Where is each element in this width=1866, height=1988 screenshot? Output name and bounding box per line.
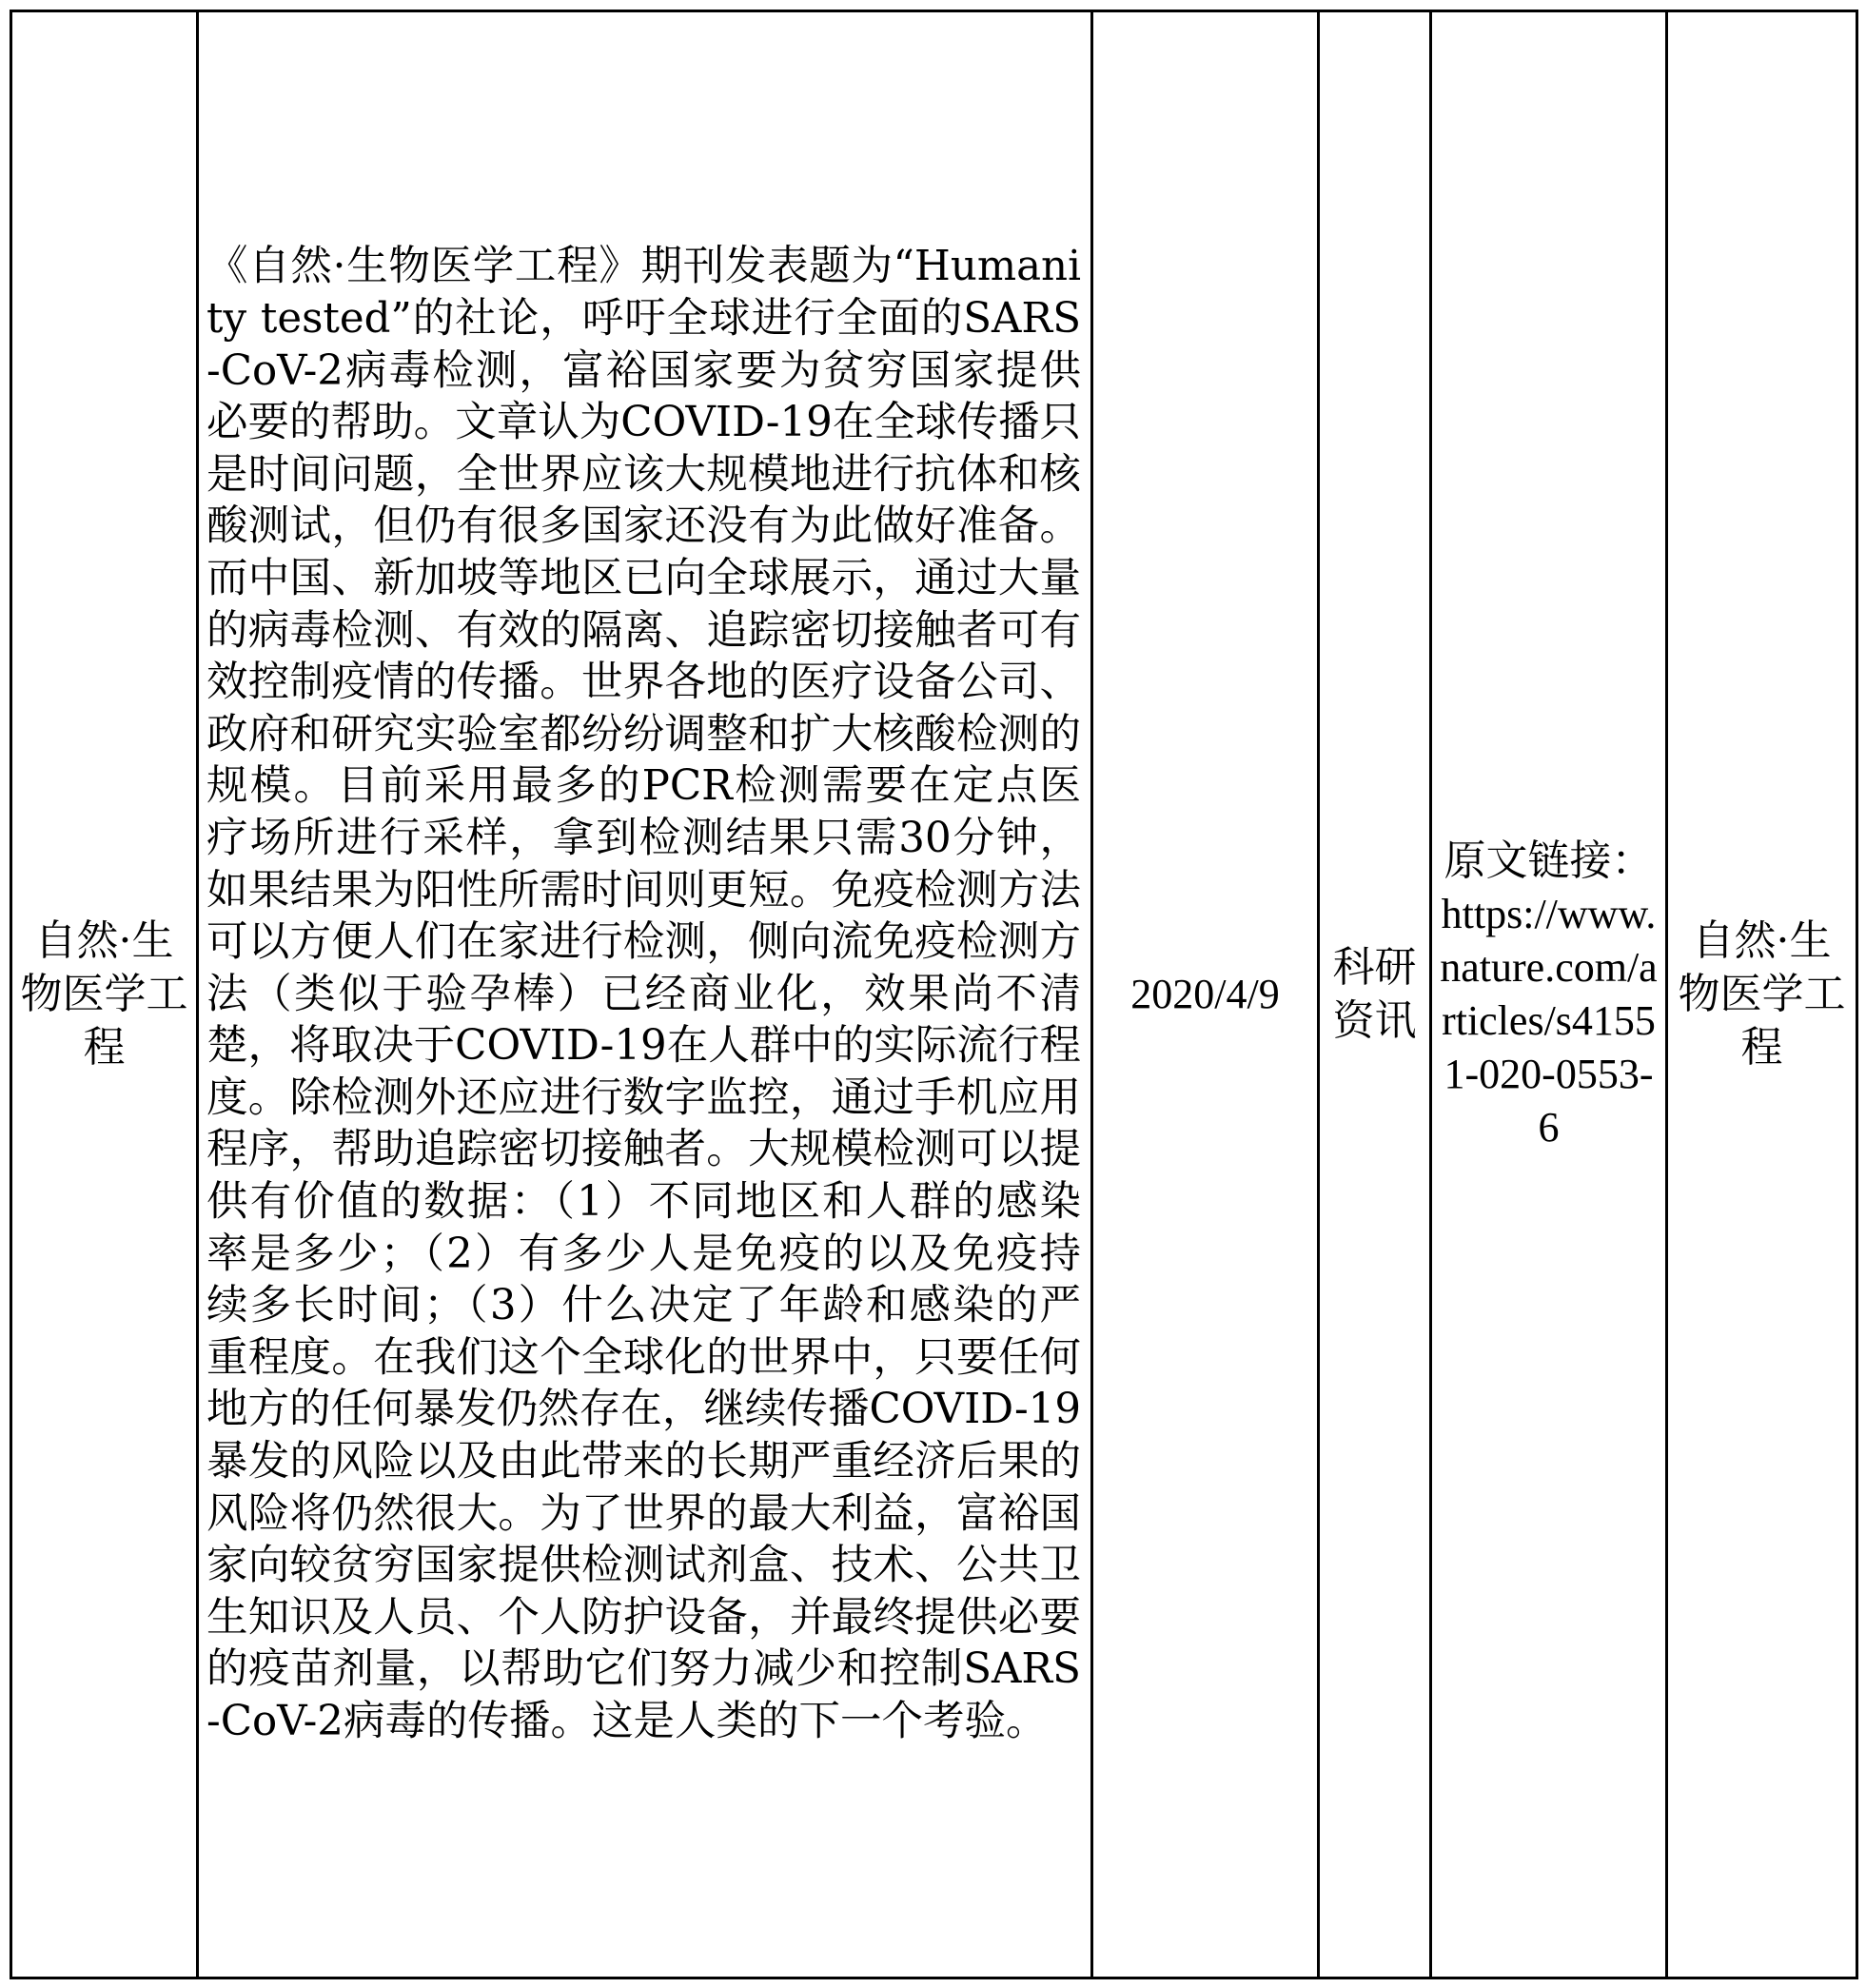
summary-cell: [198, 11, 1092, 1978]
news-record-table: [10, 10, 1858, 1979]
summary-text: 《自然·生物医学工程》期刊发表题为“Humanity tested”的社论，呼吁全球进行全面的SARS-CoV-2病毒检测，富裕国家要为贫穷国家提供必要的帮助。文章认为COVID-19在全球传播只是时间问题，全世界应该大规模地进行抗体和核酸测试，但仍有很多国家还没有为此做好准备。而中国、新加坡等地区已向全球展示，通过大量的病毒检测、有效的隔离、追踪密切接触者可有效控制疫情的传播。世界各地的医疗设备公司、政府和研究实验室都纷纷调整和扩大核酸检测的规模。目前采用最多的PCR检测需要在定点医疗场所进行采样，拿到检测结果只需30分钟，如果结果为阳性所需时间则更短。免疫检测方法可以方便人们在家进行检测，侧向流免疫检测方法（类似于验孕棒）已经商业化，效果尚不清楚，将取决于COVID-19在人群中的实际流行程度。除检测外还应进行数字监控，通过手机应用程序，帮助追踪密切接触者。大规模检测可以提供有价值的数据：（1）不同地区和人群的感染率是多少；（2）有多少人是免疫的以及免疫持续多长时间；（3）什么决定了年龄和感染的严重程度。在我们这个全球化的世界中，只要任何地方的任何暴发仍然存在，继续传播COVID-19暴发的风险以及由此带来的长期严重经济后果的风险将仍然很大。为了世界的最大利益，富裕国家向较贫穷国家提供检测试剂盒、技术、公共卫生知识及人员、个人防护设备，并最终提供必要的疫苗剂量，以帮助它们努力减少和控制SARS-CoV-2病毒的传播。这是人类的下一个考验。: [206, 243, 1081, 1746]
table-row: [11, 11, 1857, 1978]
date-cell: [1092, 11, 1319, 1978]
publish-date: 2020/4/9: [1130, 971, 1280, 1017]
journal-name: 自然·生物医学工程: [20, 916, 188, 1072]
link-cell: [1431, 11, 1667, 1978]
article-type: 科研资讯: [1332, 943, 1417, 1045]
type-cell: [1319, 11, 1431, 1978]
source-cell: [1667, 11, 1857, 1978]
source-name: 自然·生物医学工程: [1678, 916, 1846, 1072]
link-label: 原文链接：: [1444, 837, 1654, 884]
journal-cell: [11, 11, 198, 1978]
source-link[interactable]: https://www.nature.com/articles/s41551-020-0553-6: [1440, 891, 1658, 1151]
